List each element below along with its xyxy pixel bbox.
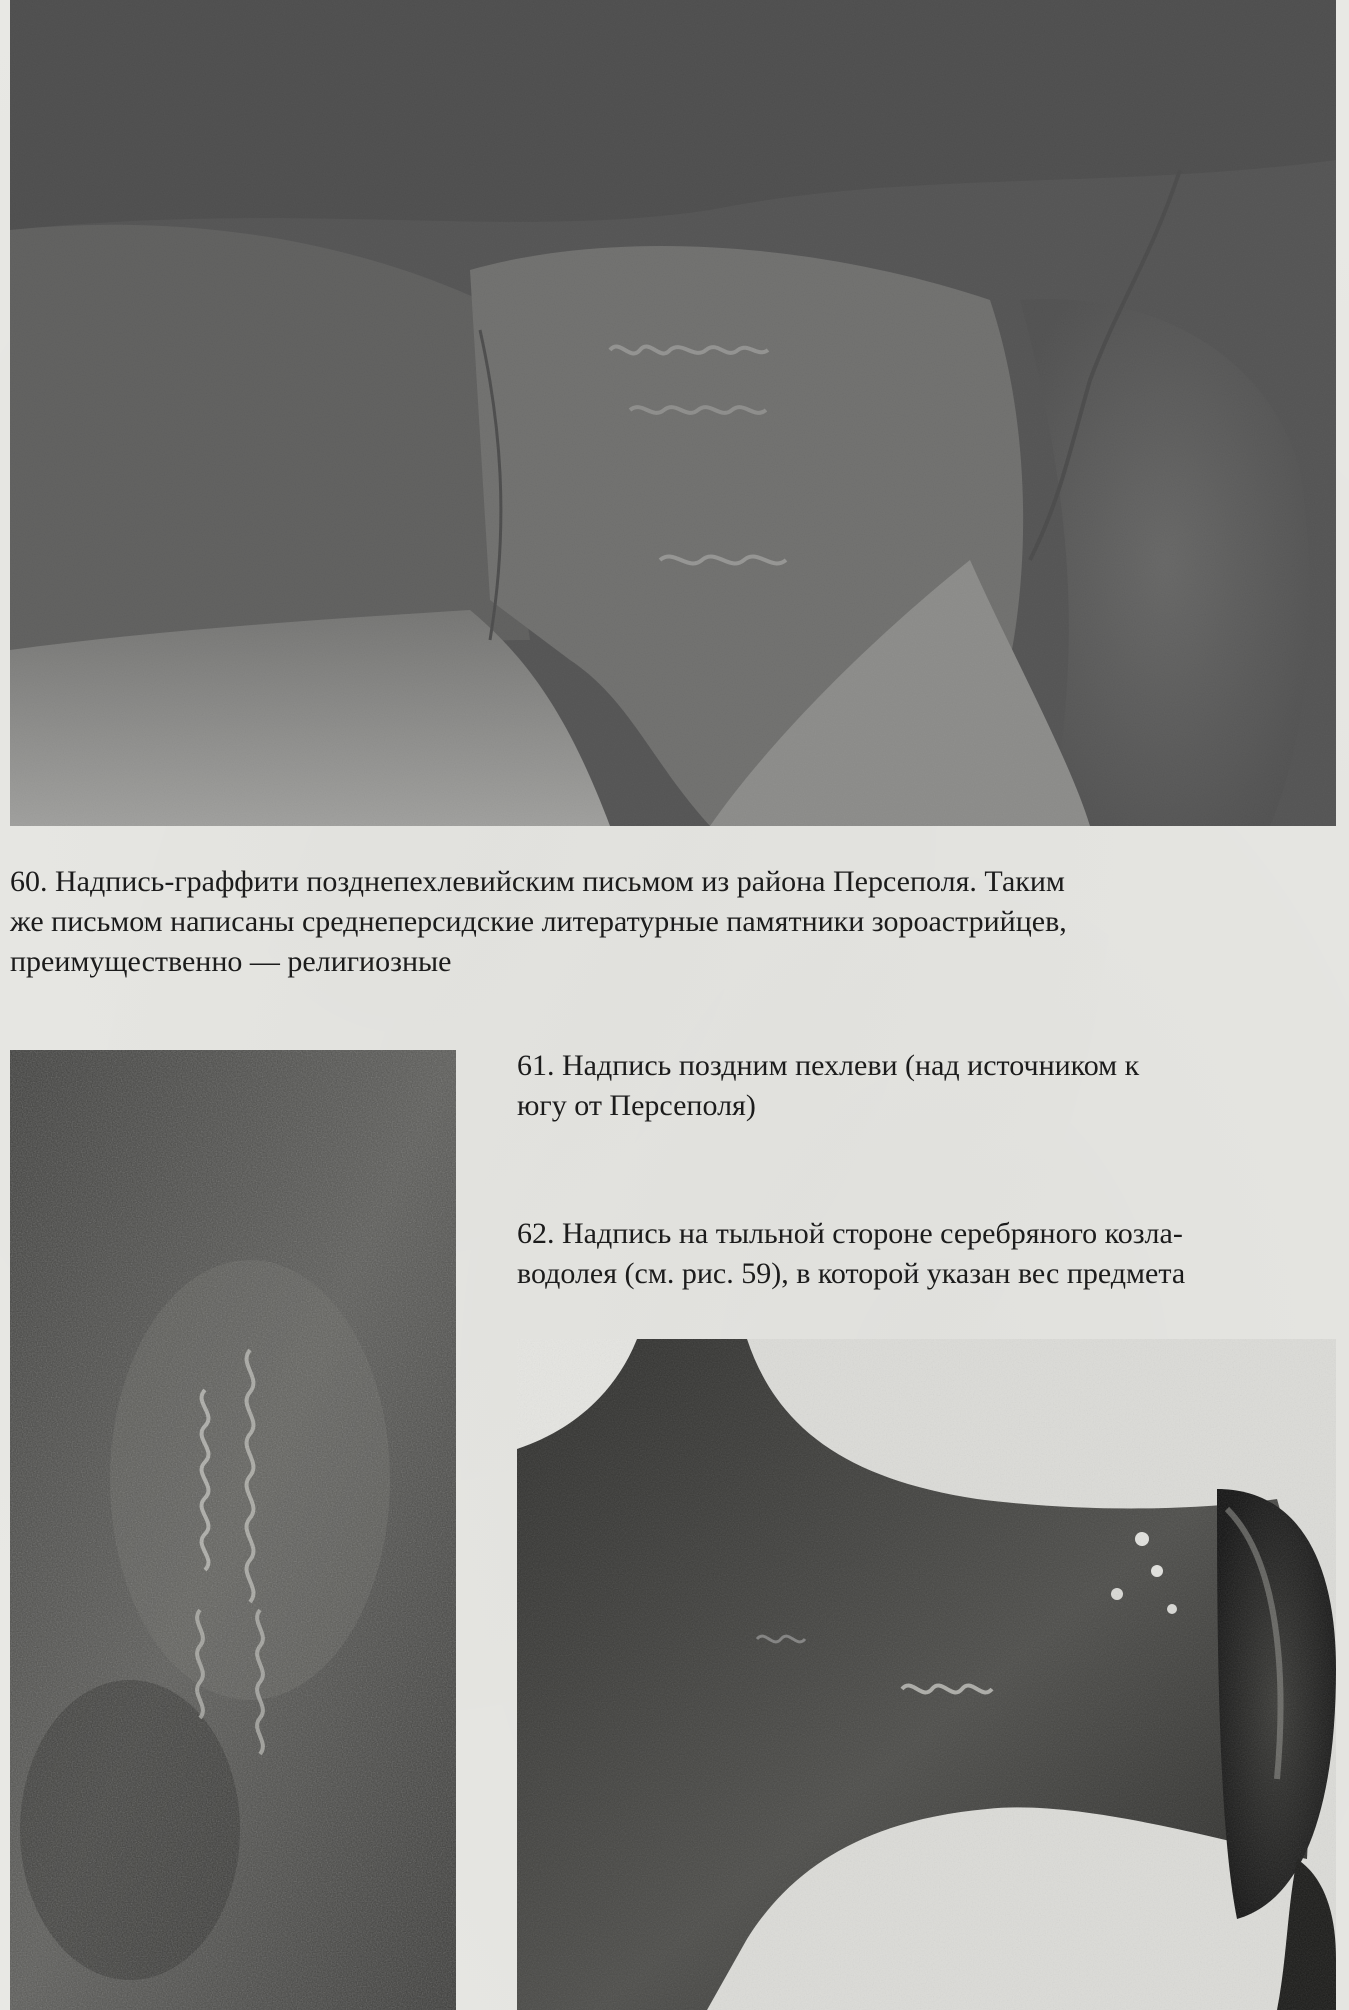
figure-60-caption-line-1: 60. Надпись-граффити позднепехлевийским письмом из района Персеполя. Таким (10, 865, 1065, 898)
figure-62-caption (517, 1214, 1337, 1294)
silver-vessel-inscription-image (517, 1339, 1336, 2010)
figure-61-caption (517, 1046, 1337, 1126)
figure-60-number: 60. (10, 865, 48, 898)
figure-60-caption (10, 862, 1340, 982)
figure-61-caption-line-2: югу от Персеполя) (517, 1089, 756, 1122)
figure-60-caption-line-2: же письмом написаны среднеперсидские литературные памятники зороастрийцев, (10, 905, 1067, 938)
figure-61-number: 61. (517, 1049, 555, 1082)
figure-62-caption-line-1: 62. Надпись на тыльной стороне серебряного козла- (517, 1217, 1183, 1250)
figure-62-caption-line-2: водолея (см. рис. 59), в которой указан вес предмета (517, 1257, 1186, 1290)
rock-graffiti-photo (10, 0, 1336, 826)
figure-60-caption-line-3: преимущественно — религиозные (10, 945, 452, 978)
figure-62-number: 62. (517, 1217, 555, 1250)
pahlavi-spring-inscription-image (10, 1050, 456, 2010)
rock-graffiti-image (10, 0, 1336, 826)
silver-vessel-inscription-photo (517, 1339, 1336, 2010)
pahlavi-spring-inscription-photo (10, 1050, 456, 2010)
figure-61-caption-line-1: 61. Надпись поздним пехлеви (над источником к (517, 1049, 1140, 1082)
